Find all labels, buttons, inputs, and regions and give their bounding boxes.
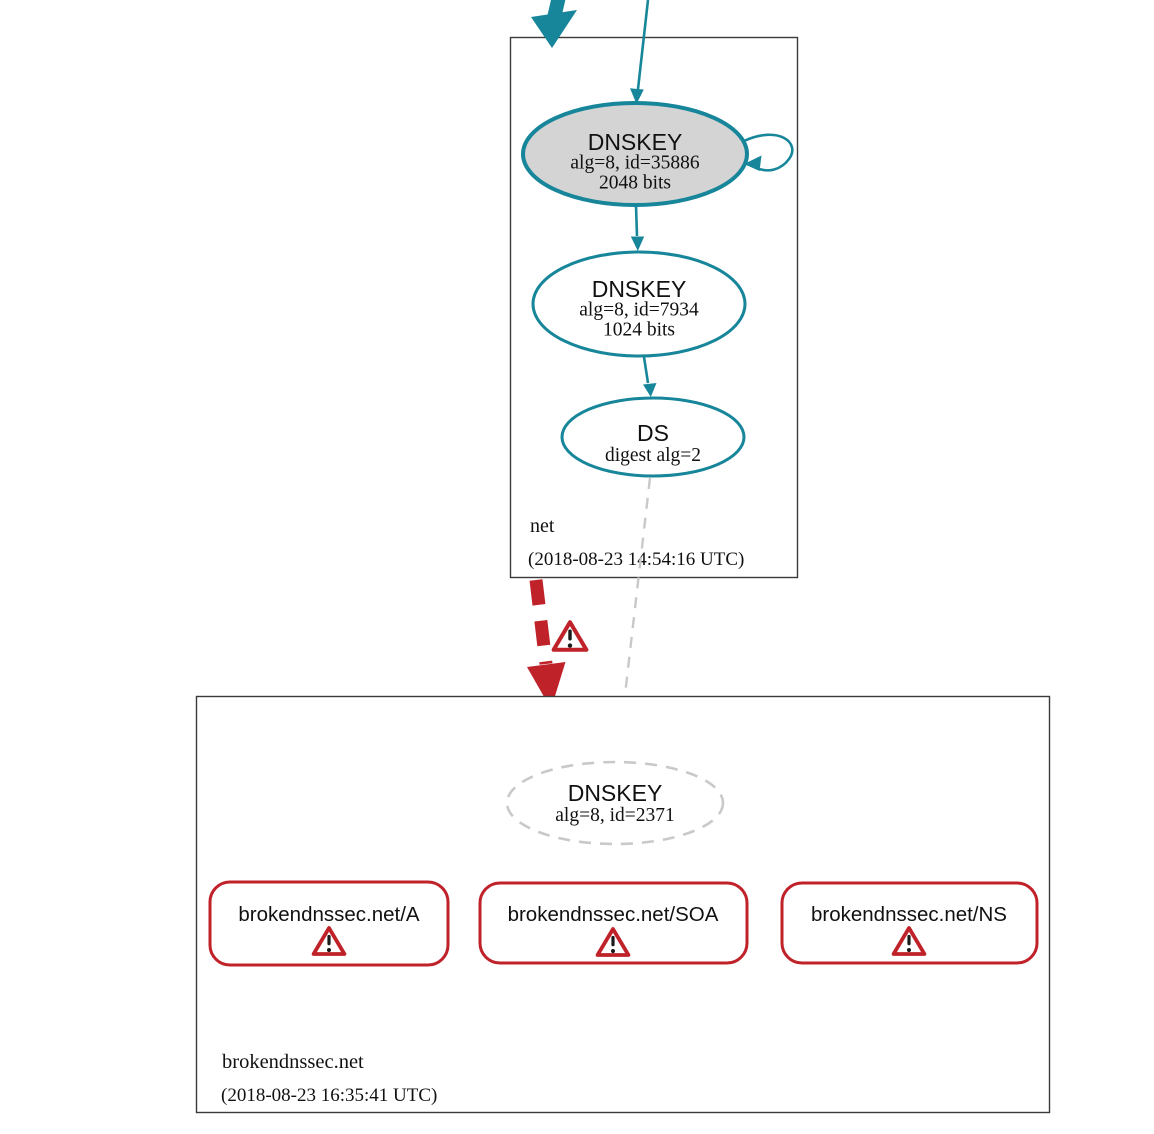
- rrset-brokendnssec-net-ns: [782, 883, 1037, 963]
- node-detail: alg=8, id=2371: [555, 805, 675, 826]
- node-bits: 2048 bits: [598, 172, 672, 194]
- node-detail: alg=8, id=7934: [579, 299, 699, 321]
- rrset-brokendnssec-net-a: [210, 882, 448, 965]
- node-net-dnskey-zsk: [533, 252, 745, 356]
- zone-timestamp: (2018-08-23 14:54:16 UTC): [528, 549, 745, 570]
- node-label: DNSKEY: [567, 780, 663, 806]
- node-net-ds: [562, 398, 744, 476]
- node-detail: digest alg=2: [604, 445, 702, 466]
- edge-shaft: [536, 580, 546, 664]
- rrset-label: brokendnssec.net/NS: [810, 903, 1008, 926]
- rrset-brokendnssec-net-soa: [480, 883, 747, 963]
- node-brokendnssec-dnskey: [507, 762, 723, 844]
- node-label: DNSKEY: [591, 276, 687, 302]
- node-bits: 1024 bits: [602, 319, 676, 341]
- node-detail: alg=8, id=35886: [570, 152, 700, 174]
- warning-icon: [554, 622, 587, 650]
- node-label: DS: [637, 420, 669, 446]
- zone-name: net: [530, 515, 555, 537]
- rrset-label: brokendnssec.net/SOA: [507, 903, 719, 926]
- edge-broken-delegation: [527, 580, 586, 709]
- rrset-label: brokendnssec.net/A: [238, 903, 420, 926]
- edge-shaft: [636, 206, 637, 236]
- node-label: DNSKEY: [587, 129, 683, 155]
- zone-name: brokendnssec.net: [222, 1051, 364, 1073]
- zone-timestamp: (2018-08-23 16:35:41 UTC): [221, 1085, 438, 1106]
